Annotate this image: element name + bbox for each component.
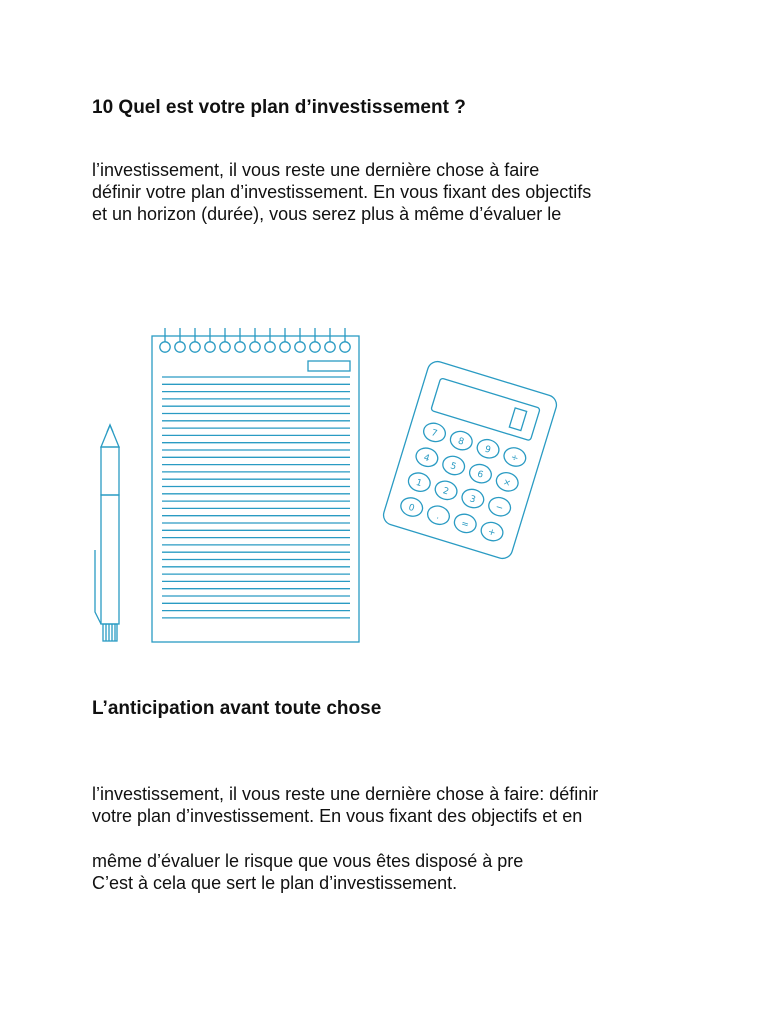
calculator-key-label: + <box>486 527 497 539</box>
spiral-ring <box>235 342 245 352</box>
spiral-ring <box>160 342 170 352</box>
calculator-key-label: . <box>435 511 441 522</box>
section-2-paragraph-1 <box>92 783 598 827</box>
pen-icon <box>95 425 119 641</box>
calculator-key-label: 4 <box>422 453 431 465</box>
calculator-key-label: 9 <box>483 444 492 456</box>
spiral-ring <box>340 342 350 352</box>
paragraph-line: l’investissement, il vous reste une dernière chose à faire: définir <box>92 784 599 804</box>
paragraph-line: même d’évaluer le risque que vous êtes disposé à pre <box>92 851 524 871</box>
calculator-key-label: × <box>501 477 512 490</box>
calculator-key-label: 1 <box>414 477 424 490</box>
paragraph-line: et un horizon (durée), vous serez plus à même d’évaluer le <box>92 204 562 224</box>
paragraph-line: C’est à cela que sert le plan d’investissement. <box>92 873 458 893</box>
spiral-ring <box>325 342 335 352</box>
paragraph-line: l’investissement, il vous reste une dernière chose à faire <box>92 160 540 180</box>
spiral-ring <box>280 342 290 352</box>
calculator-key-label: = <box>459 518 470 531</box>
paragraph-line: définir votre plan d’investissement. En vous fixant des objectifs <box>92 182 592 202</box>
spiral-ring <box>250 342 260 352</box>
paragraph-line: votre plan d’investissement. En vous fixant des objectifs et en <box>92 806 583 826</box>
calculator-key-label: 8 <box>456 436 466 448</box>
calculator-key-label: ÷ <box>509 452 520 465</box>
spiral-ring <box>190 342 200 352</box>
section-2-paragraph-2 <box>92 850 523 894</box>
spiral-ring <box>265 342 275 352</box>
calculator-key-label: 3 <box>468 494 477 506</box>
spiral-ring <box>295 342 305 352</box>
calculator-icon <box>381 359 559 561</box>
calculator-key-label: 7 <box>429 428 439 440</box>
spiral-ring <box>205 342 215 352</box>
spiral-ring <box>310 342 320 352</box>
calculator-key-label: 0 <box>407 502 416 515</box>
spiral-ring <box>175 342 185 352</box>
calculator-key-label: 5 <box>449 461 458 473</box>
spiral-ring <box>220 342 230 352</box>
section-1-title: 10 Quel est votre plan d’investissement ? <box>92 97 466 118</box>
calculator-key-label: 6 <box>475 469 485 481</box>
calculator-key-label: − <box>494 502 505 515</box>
notepad-icon <box>152 328 359 642</box>
section-2-title: L’anticipation avant toute chose <box>92 698 382 719</box>
calculator-key-label: 2 <box>441 486 450 498</box>
